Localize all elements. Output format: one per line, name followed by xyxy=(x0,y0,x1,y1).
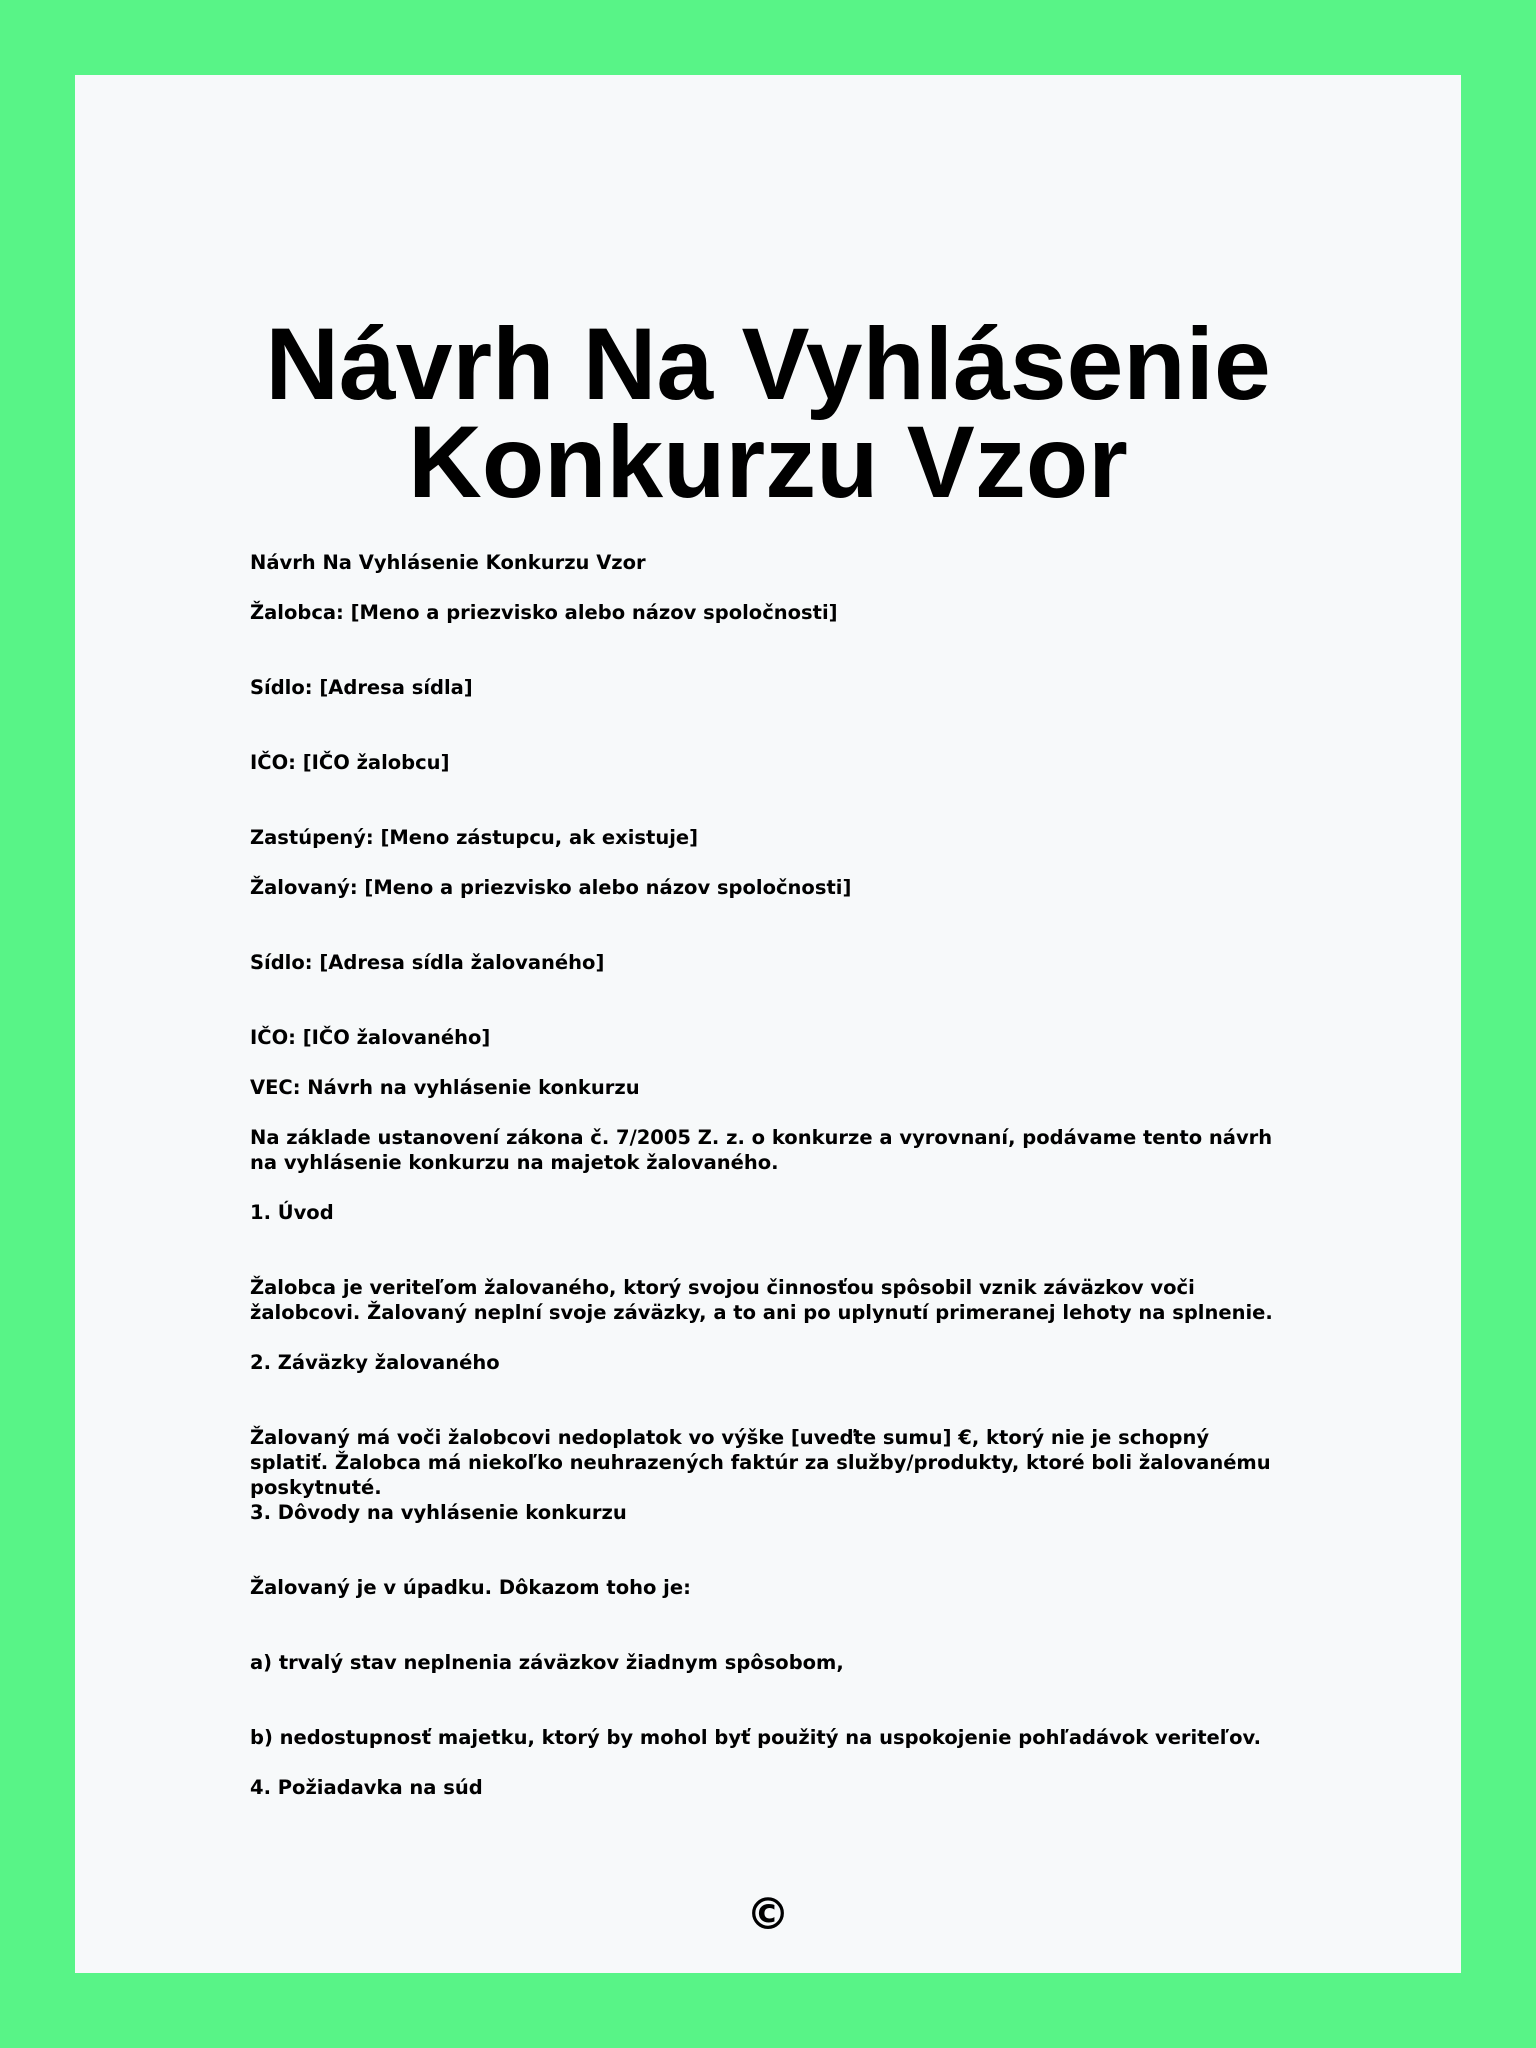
section-heading-obligations: 2. Záväzky žalovaného xyxy=(250,1351,500,1374)
copyright-icon: © xyxy=(746,1889,790,1940)
paragraph-heading: Návrh Na Vyhlásenie Konkurzu Vzor xyxy=(250,551,646,574)
document-title: Návrh Na Vyhlásenie Konkurzu Vzor xyxy=(265,307,1271,519)
section-heading-court-request: 4. Požiadavka na súd xyxy=(250,1776,483,1799)
document-page xyxy=(75,75,1461,1973)
list-item-b: b) nedostupnosť majetku, ktorý by mohol byť použitý na uspokojenie pohľadávok veriteľov. xyxy=(250,1726,1262,1749)
paragraph-obligations: Žalovaný má voči žalobcovi nedoplatok vo výške [uveďte sumu] €, ktorý nie je schopný splatiť. Žalobca má niekoľko neuhrazených faktúr za služby/produkty, ktoré boli žalovanému poskytnuté. xyxy=(250,1426,1271,1499)
paragraph-introduction: Žalobca je veriteľom žalovaného, ktorý svojou činnosťou spôsobil vznik záväzkov voči žalobcovi. Žalovaný neplní svoje záväzky, a to ani po uplynutí primeranej lehoty na splnenie. xyxy=(250,1276,1273,1324)
paragraph-defendant-address: Sídlo: [Adresa sídla žalovaného] xyxy=(250,951,605,974)
paragraph-defendant: Žalovaný: [Meno a priezvisko alebo názov spoločnosti] xyxy=(250,876,852,899)
paragraph-plaintiff-address: Sídlo: [Adresa sídla] xyxy=(250,676,473,699)
section-heading-introduction: 1. Úvod xyxy=(250,1201,334,1224)
paragraph-intro-text: Na základe ustanovení zákona č. 7/2005 Z. z. o konkurze a vyrovnaní, podávame tento návrh na vyhlásenie konkurzu na majetok žalovaného. xyxy=(250,1126,1273,1174)
paragraph-defendant-ico: IČO: [IČO žalovaného] xyxy=(250,1026,491,1049)
paragraph-plaintiff-ico: IČO: [IČO žalobcu] xyxy=(250,751,450,774)
paragraph-reasons: Žalovaný je v úpadku. Dôkazom toho je: xyxy=(250,1576,691,1599)
section-heading-reasons: 3. Dôvody na vyhlásenie konkurzu xyxy=(250,1501,627,1524)
paragraph-representative: Zastúpený: [Meno zástupcu, ak existuje] xyxy=(250,826,699,849)
paragraph-subject: VEC: Návrh na vyhlásenie konkurzu xyxy=(250,1076,640,1099)
paragraph-plaintiff: Žalobca: [Meno a priezvisko alebo názov spoločnosti] xyxy=(250,601,838,624)
list-item-a: a) trvalý stav neplnenia záväzkov žiadnym spôsobom, xyxy=(250,1651,844,1674)
